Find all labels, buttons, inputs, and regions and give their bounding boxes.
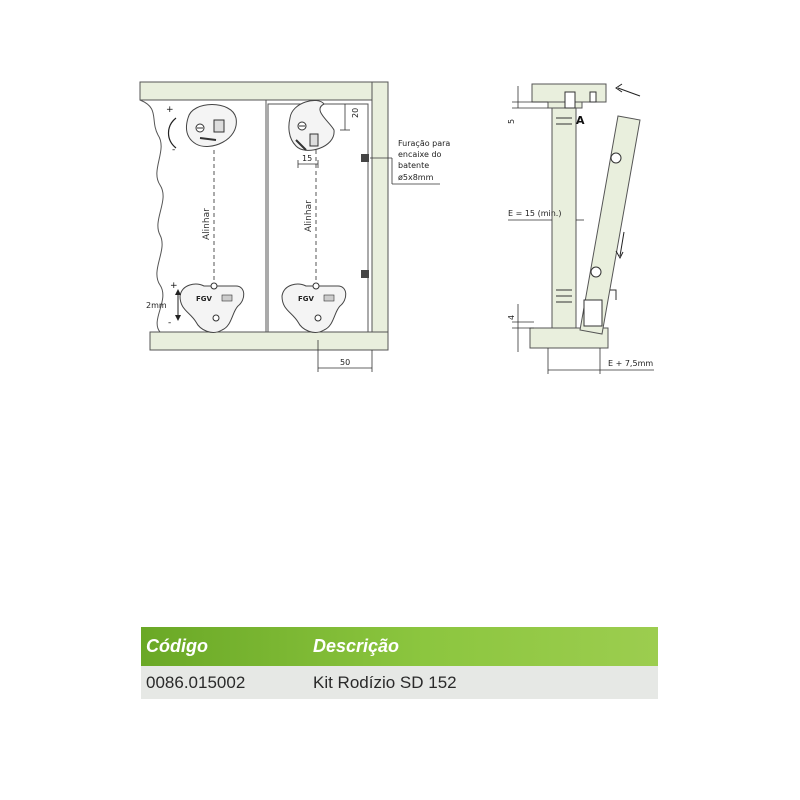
align-label-left: Alinhar: [202, 208, 212, 240]
dim-2mm: 2mm: [146, 301, 167, 310]
stop-lower: [361, 270, 369, 278]
product-table: [141, 627, 658, 699]
section-view: [507, 84, 654, 374]
callout-line-4: ø5x8mm: [398, 173, 434, 182]
plus-sign-top: +: [166, 105, 174, 115]
dim-E75: E + 7,5mm: [608, 359, 654, 368]
side-panel: [372, 82, 388, 350]
front-view: [140, 82, 450, 372]
bottom-rail: [150, 332, 388, 350]
dim-15: 15: [302, 154, 313, 163]
dim-50: 50: [340, 358, 351, 367]
cell-description: Kit Rodízio SD 152: [313, 672, 457, 692]
callout-line-2: encaixe do: [398, 150, 442, 159]
dim-4: 4: [507, 314, 516, 320]
stop-upper: [361, 154, 369, 162]
minus-sign-bottom: -: [168, 318, 172, 328]
callout-line-1: Furação para: [398, 139, 451, 148]
table-header: [141, 627, 658, 666]
dim-E15: E = 15 (min.): [508, 209, 562, 218]
brand-left: FGV: [196, 295, 212, 303]
mark-A: A: [576, 114, 585, 127]
arrow-mid: [620, 232, 624, 256]
section-door: [552, 108, 576, 328]
brand-right: FGV: [298, 295, 314, 303]
table-row: [141, 666, 658, 699]
minus-sign-top: -: [172, 145, 176, 155]
cell-code: 0086.015002: [146, 672, 246, 692]
dim-5: 5: [507, 118, 516, 124]
dim-20: 20: [351, 107, 360, 118]
align-label-right: Alinhar: [304, 200, 314, 232]
plus-sign-bottom: +: [170, 281, 178, 291]
top-rail: [140, 82, 388, 100]
header-description: Descrição: [313, 636, 400, 656]
header-code: Código: [146, 636, 208, 656]
callout-line-3: batente: [398, 161, 430, 170]
